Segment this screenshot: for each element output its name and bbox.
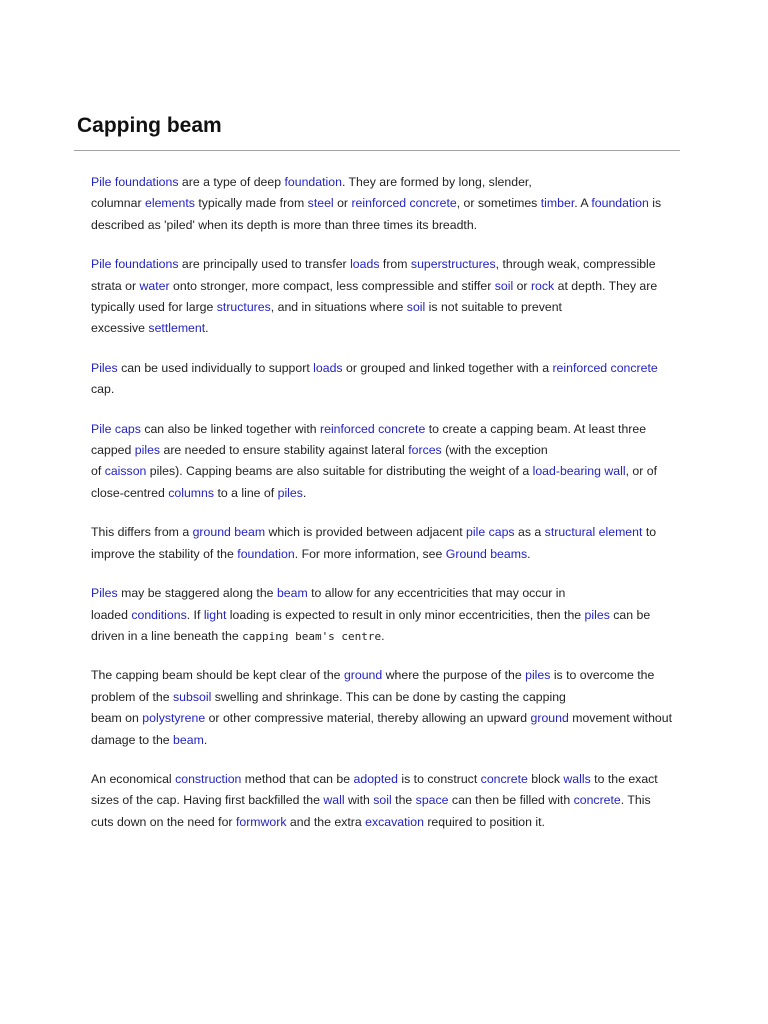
text-run: onto stronger, more compact, less compressible and stiffer [169, 278, 495, 293]
text-run: and the extra [286, 814, 366, 829]
paragraph [91, 419, 676, 505]
inline-link[interactable]: reinforced concrete [351, 196, 457, 211]
paragraph [91, 583, 676, 647]
text-run: may be staggered along the [117, 586, 277, 601]
inline-link[interactable]: polystyrene [142, 711, 206, 726]
text-run: can be used individually to support [117, 360, 314, 375]
text-run: to allow for any eccentricities that may occur in [307, 586, 566, 601]
text-run: to improve the stability of the [91, 525, 657, 561]
text-run: with [344, 793, 374, 808]
inline-link[interactable]: wall [323, 793, 345, 808]
paragraph [91, 769, 676, 833]
inline-link[interactable]: Pile foundations [91, 175, 179, 189]
inline-link[interactable]: ground [343, 668, 383, 683]
inline-link[interactable]: space [415, 793, 449, 808]
text-run: is not suitable to prevent [425, 300, 562, 315]
inline-link[interactable]: piles [277, 485, 303, 500]
text-run: is to construct [397, 771, 481, 786]
inline-link[interactable]: piles [584, 607, 610, 622]
inline-link[interactable]: soil [494, 278, 514, 293]
text-run: block [527, 771, 564, 786]
page-title: Capping beam [77, 114, 222, 137]
inline-link[interactable]: piles [134, 443, 161, 458]
text-run: can then be filled with [448, 793, 574, 808]
inline-link[interactable]: formwork [235, 814, 287, 829]
article-body [91, 172, 676, 851]
text-run: excessive [91, 321, 149, 336]
text-run: from [379, 257, 411, 272]
inline-link[interactable]: walls [563, 771, 591, 786]
text-run: or [513, 278, 531, 293]
paragraph [91, 522, 676, 565]
text-run: . They are formed by long, slender, [341, 175, 532, 189]
text-run: beam on [91, 711, 143, 726]
inline-link[interactable]: settlement [148, 321, 206, 336]
inline-link[interactable]: construction [175, 771, 242, 786]
text-run: piles). Capping beams are also suitable for distributing the weight of a [146, 464, 533, 479]
inline-link[interactable]: Ground beams [445, 546, 528, 561]
text-run: are a type of deep [178, 175, 285, 189]
text-run: This differs from a [91, 525, 193, 540]
text-run: . This cuts down on the need for [91, 793, 651, 829]
text-run: required to position it. [423, 814, 545, 829]
text-run: is to overcome the problem of the [91, 668, 655, 704]
inline-link[interactable]: Pile foundations [91, 257, 179, 272]
inline-link[interactable]: foundation [591, 196, 649, 211]
text-run: , and in situations where [270, 300, 407, 315]
inline-link[interactable]: rock [530, 278, 555, 293]
text-run: . [203, 732, 208, 747]
inline-link[interactable]: soil [406, 300, 426, 315]
inline-link[interactable]: structural element [544, 525, 643, 540]
text-run: typically made from [194, 196, 308, 211]
inline-link[interactable]: pile caps [466, 525, 515, 540]
inline-link[interactable]: foundation [284, 175, 342, 189]
inline-link[interactable]: ground beam [192, 525, 266, 540]
text-run: or [333, 196, 352, 211]
text-run: An economical [91, 771, 176, 786]
title-divider [74, 150, 680, 151]
text-run: columnar [91, 196, 145, 211]
inline-link[interactable]: beam [276, 586, 308, 601]
inline-link[interactable]: caisson [104, 464, 147, 479]
text-run: method that can be [241, 771, 354, 786]
text-run: The capping beam should be kept clear of the [91, 668, 344, 683]
text-run: . [205, 321, 209, 336]
inline-link[interactable]: forces [408, 443, 442, 458]
inline-link[interactable]: structures [216, 300, 271, 315]
text-run: is described as 'piled' when its depth is more than three times its breadth. [91, 196, 662, 232]
text-run: , or of close-centred [91, 464, 658, 500]
text-run: . [302, 485, 307, 500]
inline-link[interactable]: timber [540, 196, 575, 211]
text-run: where the purpose of the [382, 668, 526, 683]
inline-link[interactable]: excavation [365, 814, 424, 829]
text-run: to the exact sizes of the cap. Having first backfilled the [91, 771, 658, 808]
inline-link[interactable]: ground [530, 711, 569, 726]
text-run: the [391, 793, 416, 808]
text-run: to create a capping beam. At least three capped [91, 421, 647, 458]
inline-link[interactable]: water [139, 278, 170, 293]
inline-link[interactable]: beam [173, 732, 204, 747]
inline-link[interactable]: columns [168, 485, 215, 500]
inline-link[interactable]: Pile caps [91, 421, 141, 436]
text-run: cap. [91, 382, 115, 397]
text-run: . A [574, 196, 592, 211]
inline-link[interactable]: conditions [131, 607, 187, 622]
inline-link[interactable]: reinforced concrete [552, 360, 658, 375]
text-run: . For more information, see [294, 546, 446, 561]
text-run: which is provided between adjacent [265, 525, 467, 540]
inline-link[interactable]: concrete [573, 793, 621, 808]
text-run: or other compressive material, thereby allowing an upward [205, 711, 531, 726]
text-run: . [381, 628, 385, 643]
text-run: can be driven in a line beneath the [91, 607, 651, 643]
text-run: loading is expected to result in only minor eccentricities, then the [226, 607, 585, 622]
inline-link[interactable]: reinforced concrete [320, 421, 426, 436]
inline-link[interactable]: piles [525, 668, 551, 683]
text-run: loaded [91, 607, 132, 622]
text-run: of [91, 464, 105, 479]
inline-link[interactable]: steel [307, 196, 334, 211]
inline-link[interactable]: Piles [91, 586, 118, 601]
inline-link[interactable]: adopted [353, 771, 398, 786]
text-run: (with the exception [441, 443, 548, 458]
inline-link[interactable]: Piles [91, 360, 118, 375]
text-run: can also be linked together with [140, 421, 321, 436]
paragraph [91, 358, 676, 401]
text-run: at depth. They are typically used for large [91, 278, 658, 315]
inline-link[interactable]: superstructures [410, 257, 496, 272]
inline-link[interactable]: load-bearing wall [532, 464, 626, 479]
inline-link[interactable]: concrete [480, 771, 528, 786]
text-run: , or sometimes [456, 196, 541, 211]
code-text: capping beam's centre [242, 629, 382, 643]
text-run: or grouped and linked together with a [342, 360, 553, 375]
inline-link[interactable]: subsoil [173, 689, 212, 704]
paragraph [91, 254, 676, 340]
text-run: to a line of [214, 485, 278, 500]
inline-link[interactable]: loads [350, 257, 380, 272]
text-run: swelling and shrinkage. This can be done by casting the capping [211, 689, 566, 704]
inline-link[interactable]: soil [373, 793, 392, 808]
paragraph [91, 665, 676, 751]
inline-link[interactable]: loads [313, 360, 343, 375]
text-run: . [527, 546, 531, 561]
text-run: . If [186, 607, 204, 622]
text-run: as a [514, 525, 545, 540]
inline-link[interactable]: foundation [237, 546, 295, 561]
text-run: are needed to ensure stability against lateral [160, 443, 409, 458]
paragraph [91, 172, 676, 236]
inline-link[interactable]: light [203, 607, 227, 622]
text-run: , through weak, compressible strata or [91, 257, 656, 293]
text-run: movement without damage to the [91, 711, 673, 747]
text-run: are principally used to transfer [178, 257, 351, 272]
inline-link[interactable]: elements [145, 196, 195, 211]
